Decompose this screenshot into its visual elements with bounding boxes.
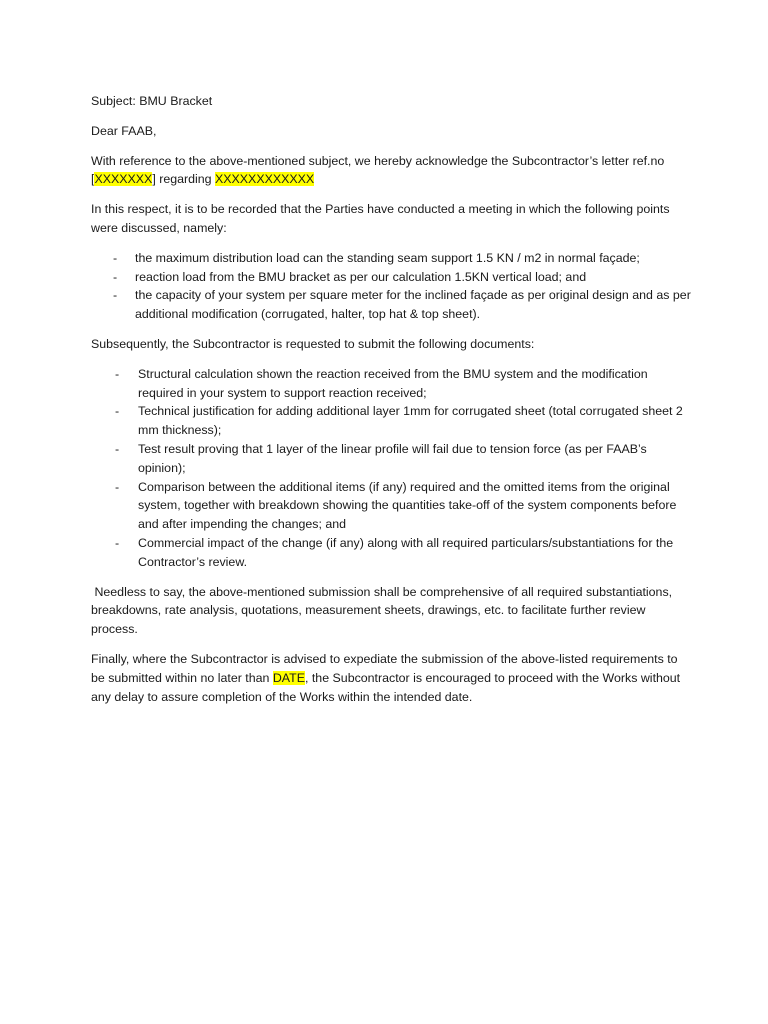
dash-bullet: - xyxy=(113,250,118,265)
documents-list xyxy=(91,365,691,572)
intro-text-after-ref: ] regarding xyxy=(152,172,215,187)
list-item xyxy=(91,286,691,324)
dash-bullet: - xyxy=(113,269,118,284)
final-text-after-date: , the Subcontractor is encouraged to proceed with the Works without any delay to assure completion of the Works within the intended date. xyxy=(91,670,681,704)
dash-bullet: - xyxy=(115,404,120,419)
list-item-text: Test result proving that 1 layer of the linear profile will fail due to tension force (as per FAAB’s opinion); xyxy=(138,441,647,475)
subject-line: Subject: BMU Bracket xyxy=(91,94,213,108)
list-item xyxy=(91,440,691,478)
regarding-placeholder-highlight: XXXXXXXXXXXX xyxy=(215,172,315,187)
dash-bullet: - xyxy=(115,366,120,381)
list-item-text: reaction load from the BMU bracket as per our calculation 1.5KN vertical load; and xyxy=(135,269,587,284)
list-item xyxy=(91,249,691,268)
letter-body xyxy=(91,92,691,717)
list-item xyxy=(91,268,691,287)
final-paragraph xyxy=(91,650,691,706)
list-item xyxy=(91,534,691,572)
list-item-text: Comparison between the additional items (if any) required and the omitted items from the original system, together with breakdown showing the quantities take-off of the system components before and after impending the changes; and xyxy=(138,479,677,532)
list-item-text: the maximum distribution load can the standing seam support 1.5 KN / m2 in normal façade; xyxy=(135,250,640,265)
list-item-text: Structural calculation shown the reaction received from the BMU system and the modification required in your system to support reaction received; xyxy=(138,366,648,400)
dash-bullet: - xyxy=(115,535,120,550)
dash-bullet: - xyxy=(113,288,118,303)
ref-placeholder-highlight: XXXXXXX xyxy=(94,172,153,187)
intro-paragraph xyxy=(91,152,691,190)
needless-paragraph: Needless to say, the above-mentioned submission shall be comprehensive of all required substantiations, breakdowns, rate analysis, quotations, measurement sheets, drawings, etc. to facilitate further review process. xyxy=(91,584,676,637)
respect-paragraph: In this respect, it is to be recorded that the Parties have conducted a meeting in which the following points were discussed, namely: xyxy=(91,202,670,235)
list-item xyxy=(91,365,691,403)
list-item-text: the capacity of your system per square meter for the inclined façade as per original design and as per additional modification (corrugated, halter, top hat & top sheet). xyxy=(135,288,691,322)
dash-bullet: - xyxy=(115,441,120,456)
list-item-text: Commercial impact of the change (if any) along with all required particulars/substantiations for the Contractor’s review. xyxy=(138,535,674,569)
list-item-text: Technical justification for adding additional layer 1mm for corrugated sheet (total corrugated sheet 2 mm thickness); xyxy=(138,404,683,438)
date-placeholder-highlight: DATE xyxy=(272,670,305,685)
dash-bullet: - xyxy=(115,479,120,494)
intro-text-before-ref: With reference to the above-mentioned subject, we hereby acknowledge the Subcontractor’s letter ref.no [ xyxy=(91,153,665,187)
salutation: Dear FAAB, xyxy=(91,123,157,138)
list-item xyxy=(91,478,691,534)
final-text-before-date: Finally, where the Subcontractor is advised to expediate the submission of the above-listed requirements to be submitted within no later than xyxy=(91,651,678,685)
discussion-points-list xyxy=(91,249,691,324)
subsequently-paragraph: Subsequently, the Subcontractor is requested to submit the following documents: xyxy=(91,336,535,351)
list-item xyxy=(91,402,691,440)
